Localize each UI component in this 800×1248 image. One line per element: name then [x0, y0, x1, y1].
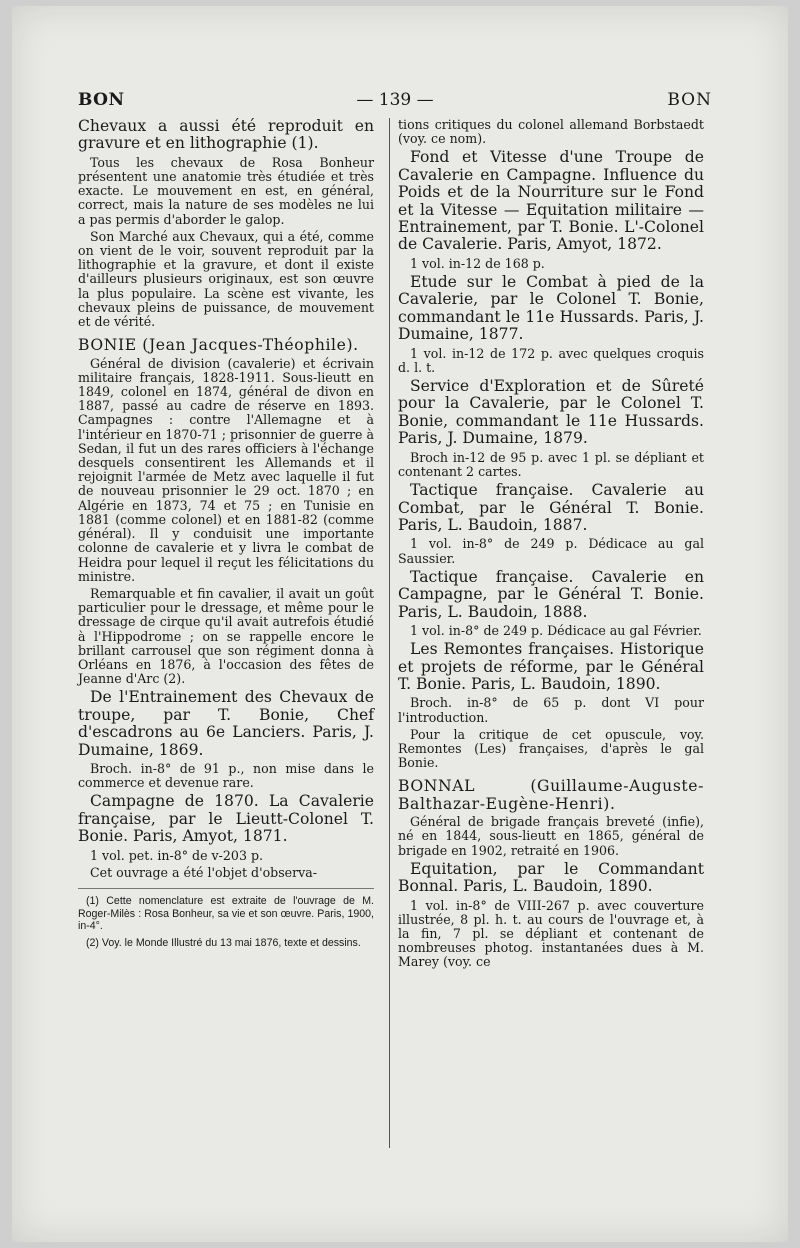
entry-desc-equitation: 1 vol. in-8° de VIII-267 p. avec couverture illustrée, 8 pl. h. t. au cours de l'ouvrage et, à la fin, 7 pl. se dépliant et contenant de nombreuses photog. instantanées dues à M. Marey (voy. ce — [398, 897, 704, 970]
author-heading-bonnal: BONNAL (Guillaume-Auguste-Balthazar-Eugène-Henri). — [398, 777, 704, 813]
intro-paragraph: Chevaux a aussi été reproduit en gravure et en lithographie (1). — [78, 117, 374, 153]
entry-desc-entrainement: Broch. in-8° de 91 p., non mise dans le commerce et devenue rare. — [78, 760, 374, 791]
entry-desc-campagne-1870: 1 vol. pet. in-8° de v-203 p. — [90, 847, 264, 863]
entry-desc-combat-pied: 1 vol. in-12 de 172 p. avec quelques croquis d. l. t. — [398, 345, 704, 375]
footnote-2: (2) Voy. le Monde Illustré du 13 mai 1876, texte et dessins. — [86, 936, 361, 949]
entry-desc-fond-vitesse: 1 vol. in-12 de 168 p. — [410, 255, 545, 271]
entry-title-tactique-campagne: Tactique française. Cavalerie en Campagne, par le Général T. Bonie. Paris, L. Baudoin, 1888. — [398, 567, 704, 621]
entry-title-exploration: Service d'Exploration et de Sûreté pour la Cavalerie, par le Colonel T. Bonie, commandant le 11e Hussards. Paris, J. Dumaine, 1879. — [398, 377, 704, 448]
running-header — [78, 90, 712, 116]
footnote-rule — [78, 888, 374, 889]
right-column — [398, 118, 704, 973]
author-heading-bonie: BONIE (Jean Jacques-Théophile). — [78, 336, 359, 355]
footnote-1: (1) Cette nomenclature est extraite de l'ouvrage de M. Roger-Milès : Rosa Bonheur, sa vie et son œuvre. Paris, 1900, in-4°. — [78, 894, 374, 933]
left-column — [78, 118, 374, 953]
entry-desc-tactique-campagne: 1 vol. in-8° de 249 p. Dédicace au gal Février. — [410, 622, 702, 638]
continuation-text: tions critiques du colonel allemand Borbstaedt (voy. ce nom). — [398, 117, 704, 147]
entry-title-equitation: Equitation, par le Commandant Bonnal. Paris, L. Baudoin, 1890. — [398, 859, 704, 896]
header-left-word: BON — [78, 90, 125, 110]
entry-desc-remontes: Broch. in-8° de 65 p. dont VI pour l'introduction. — [398, 695, 704, 725]
page-number: — 139 — — [356, 90, 434, 110]
entry-title-campagne-1870: Campagne de 1870. La Cavalerie française, par le Lieutt-Colonel T. Bonie. Paris, Amyot, 1871. — [78, 792, 374, 846]
footnotes — [78, 888, 374, 949]
paragraph-anatomy: Tous les chevaux de Rosa Bonheur présentent une anatomie très étudiée et très exacte. Le mouvement en est, en général, correct, mais la nature de ses modèles ne lui a pas permis d'aborder le galop. — [78, 154, 374, 227]
entry-desc-exploration: Broch in-12 de 95 p. avec 1 pl. se dépliant et contenant 2 cartes. — [398, 449, 704, 479]
entry-desc-tactique-combat: 1 vol. in-8° de 249 p. Dédicace au gal Saussier. — [398, 536, 704, 566]
entry-title-remontes: Les Remontes françaises. Historique et projets de réforme, par le Général T. Bonie. Paris, L. Baudoin, 1890. — [398, 640, 704, 693]
entry-title-tactique-combat: Tactique française. Cavalerie au Combat, par le Général T. Bonie. Paris, L. Baudoin, 1887. — [398, 481, 704, 534]
entry-title-fond-vitesse: Fond et Vitesse d'une Troupe de Cavalerie en Campagne. Influence du Poids et de la Nourriture sur le Fond et la Vitesse — Equitation militaire — Entrainement, par T. Bonie. L'-Colonel de Cavalerie. Paris, Amyot, 1872. — [398, 148, 704, 254]
paragraph-marche: Son Marché aux Chevaux, qui a été, comme on vient de le voir, souvent reproduit par la lithographie et la gravure, et dont il existe d'ailleurs plusieurs originaux, est son œuvre la plus populaire. La scène est vivante, les chevaux pleins de puissance, de mouvement et de vérité. — [78, 228, 374, 330]
entry-desc-remontes-critique: Pour la critique de cet opuscule, voy. Remontes (Les) françaises, d'après le gal Bonie. — [398, 726, 704, 771]
header-right-word: BON — [667, 90, 712, 110]
biography-bonie-2: Remarquable et fin cavalier, il avait un goût particulier pour le dressage, et même pour le dressage de cirque qu'il avait autrefois étudié à l'Hippodrome ; on se rappelle encore le brillant carrousel que son régiment donna à Orléans en 1876, à l'occasion des fêtes de Jeanne d'Arc (2). — [78, 585, 374, 687]
biography-bonie: Général de division (cavalerie) et écrivain militaire français, 1828-1911. Sous-lieutt en 1849, colonel en 1874, général de divon en 1887, passé au cadre de réserve en 1893. Campagnes : contre l'Allemagne et à l'intérieur en 1870-71 ; prisonnier de guerre à Sedan, il fut un des rares officiers à l'échange desquels consentirent les Allemands et il rejoignit l'armée de Metz avec laquelle il fut de nouveau prisonnier le 29 oct. 1870 ; en Algérie en 1873, 74 et 75 ; en Tunisie en 1881 (comme colonel) et en 1881-82 (comme général). Il y conduisit une importante colonne de cavalerie et y livra le combat de Heidra pour lequel il reçut les félicitations du ministre. — [78, 355, 374, 584]
entry-desc-campagne-1870-cont: Cet ouvrage a été l'objet d'observa- — [90, 864, 318, 880]
entry-title-entrainement: De l'Entrainement des Chevaux de troupe, par T. Bonie, Chef d'escadrons au 6e Lanciers. Paris, J. Dumaine, 1869. — [78, 688, 374, 759]
biography-bonnal: Général de brigade français breveté (infie), né en 1844, sous-lieutt en 1865, général de brigade en 1902, retraité en 1906. — [398, 814, 704, 858]
entry-title-combat-pied: Etude sur le Combat à pied de la Cavalerie, par le Colonel T. Bonie, commandant le 11e Hussards. Paris, J. Dumaine, 1877. — [398, 273, 704, 344]
column-divider — [389, 118, 390, 1148]
